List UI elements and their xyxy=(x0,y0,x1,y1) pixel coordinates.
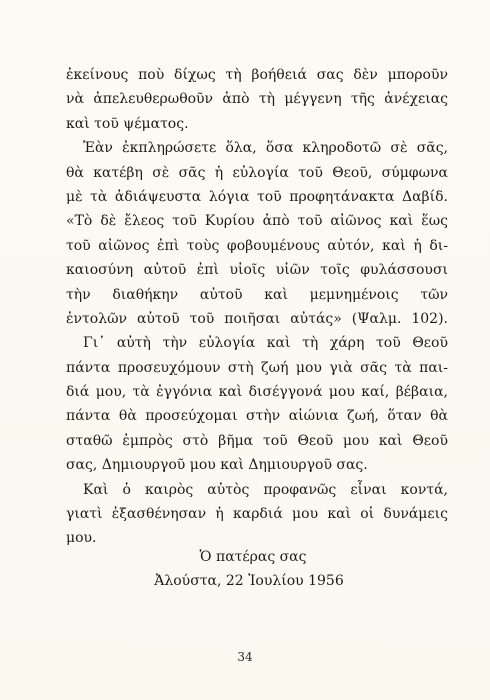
text-line: διά μου, τὰ ἐγγόνια καὶ δισέγγονά μου καί, βέβαια, xyxy=(66,384,448,401)
text-line: μὲ τὰ ἀδιάψευστα λόγια τοῦ προφητάνακτα Δαβίδ. xyxy=(66,188,448,205)
text-line: σας, Δημιουργοῦ μου καὶ Δημιουργοῦ σας. xyxy=(66,457,368,474)
letter-body xyxy=(66,63,448,551)
paragraph-3 xyxy=(66,331,448,477)
text-line: ἐντολῶν αὐτοῦ τοῦ ποιῆσαι αὐτάς» (Ψαλμ. 102). xyxy=(66,310,448,327)
paragraph-2 xyxy=(66,136,448,331)
text-line: μου. xyxy=(66,530,97,547)
paragraph-4 xyxy=(66,478,448,551)
text-line: πάντα θὰ προσεύχομαι στὴν αἰώνια ζωή, ὅταν θὰ xyxy=(66,408,448,425)
text-line: τοῦ αἰῶνος ἐπὶ τοὺς φοβουμένους αὐτόν, καὶ ἡ δι- xyxy=(66,237,448,254)
text-line: νὰ ἀπελευθερωθοῦν ἀπὸ τὴ μέγγενη τῆς ἀνέχειας xyxy=(66,91,448,108)
text-line: τὴν διαθήκην αὐτοῦ καὶ μεμνημένοις τῶν xyxy=(66,286,448,303)
text-line: σταθῶ ἐμπρὸς στὸ βῆμα τοῦ Θεοῦ μου καὶ Θεοῦ xyxy=(66,432,448,449)
text-line: καιοσύνη αὐτοῦ ἐπὶ υἱοῖς υἱῶν τοῖς φυλάσσουσι xyxy=(66,262,448,279)
signature-place-date: Ἀλούστα, 22 Ἰουλίου 1956 xyxy=(154,573,344,590)
page-number: 34 xyxy=(237,650,253,664)
text-line: Καὶ ὁ καιρὸς αὐτὸς προφανῶς εἶναι κοντά, xyxy=(83,481,448,498)
text-line: «Τὸ δὲ ἔλεος τοῦ Κυρίου ἀπὸ τοῦ αἰῶνος καὶ ἕως xyxy=(66,213,448,230)
text-line: πάντα προσευχόμουν στὴ ζωή μου γιὰ σᾶς τὰ παι- xyxy=(66,359,448,376)
signature-author: Ὁ πατέρας σας xyxy=(199,549,307,565)
text-line: θὰ κατέβη σὲ σᾶς ἡ εὐλογία τοῦ Θεοῦ, σύμφωνα xyxy=(66,164,448,181)
text-line: ἐκείνους ποὺ δίχως τὴ βοήθειά σας δὲν μποροῦν xyxy=(66,67,448,83)
text-line: Γι᾽ αὐτὴ τὴν εὐλογία καὶ τὴ χάρη τοῦ Θεοῦ xyxy=(83,335,448,352)
text-line: Ἐὰν ἐκπληρώσετε ὅλα, ὅσα κληροδοτῶ σὲ σᾶς, xyxy=(83,140,448,157)
paragraph-1 xyxy=(66,63,448,136)
letter-signature xyxy=(0,545,490,594)
text-line: καὶ τοῦ ψέματος. xyxy=(66,115,189,132)
text-line: γιατὶ ἐξασθένησαν ἡ καρδιά μου καὶ οἱ δυνάμεις xyxy=(66,506,448,523)
